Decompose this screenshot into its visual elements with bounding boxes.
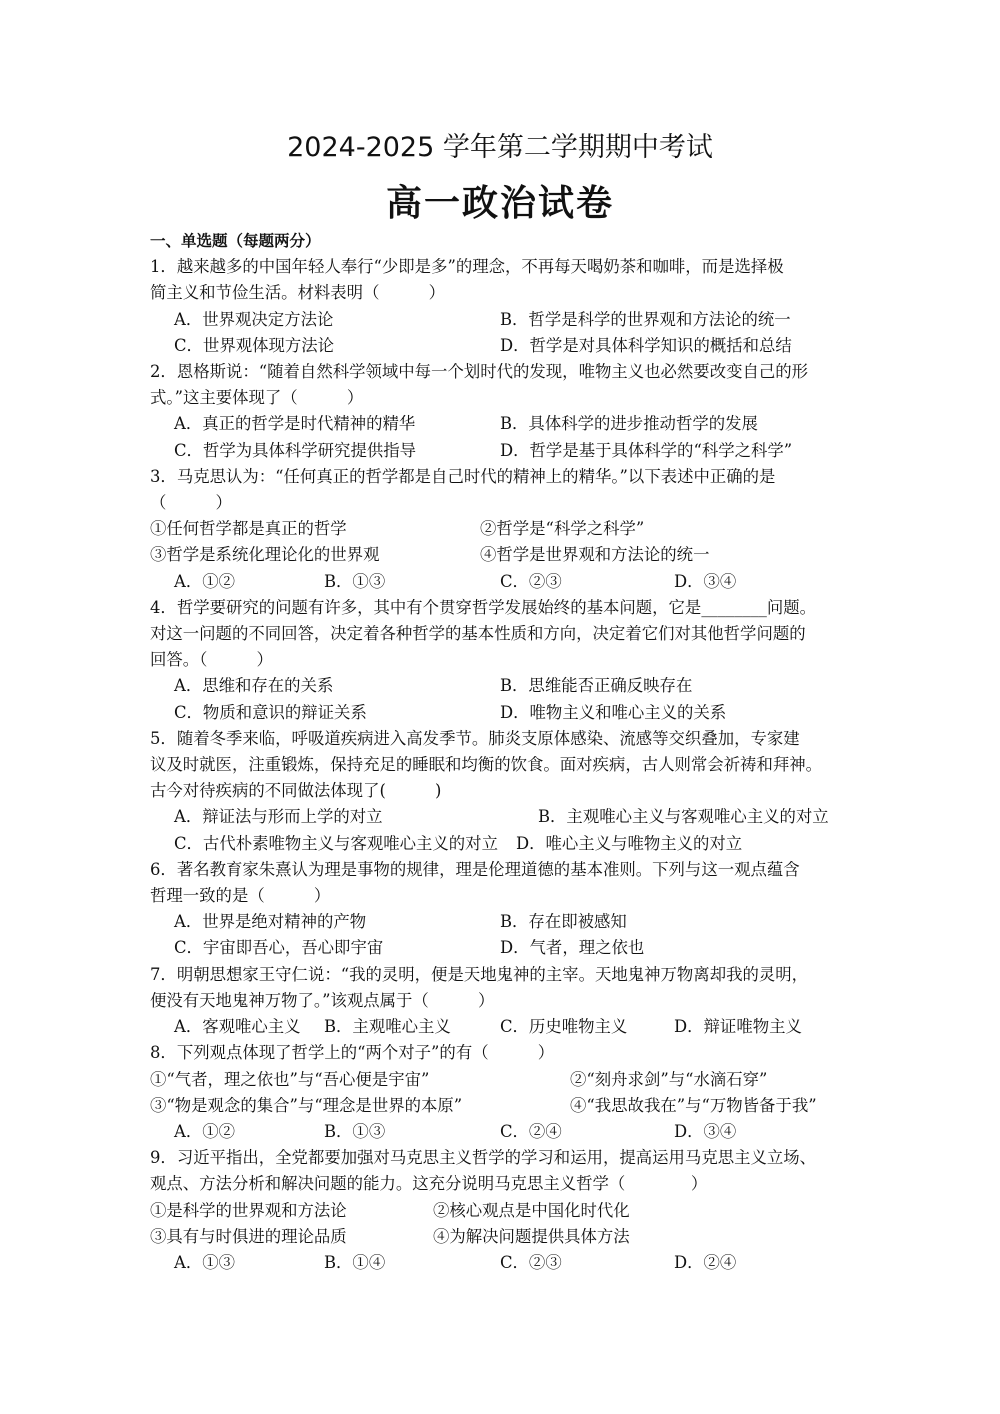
question-stem-line: 1．越来越多的中国年轻人奉行“少即是多”的理念，不再每天喝奶茶和咖啡，而是选择极: [150, 257, 784, 277]
question-stem-line: 5．随着冬季来临，呼吸道疾病进入高发季节。肺炎支原体感染、流感等交织叠加，专家建: [150, 728, 800, 748]
option-c: C．②④: [500, 1121, 562, 1141]
question-stem-line: 古今对待疾病的不同做法体现了( ): [150, 781, 442, 801]
option-row: [150, 804, 870, 830]
option-b: B．思维能否正确反映存在: [500, 676, 693, 696]
option-row: [150, 700, 870, 726]
option-a: A．客观唯心主义: [174, 1017, 301, 1037]
statement-1: ①“气者，理之依也”与“吾心便是宇宙”: [150, 1069, 430, 1089]
question-1: [150, 254, 870, 359]
question-2: [150, 359, 870, 464]
option-row: [150, 333, 870, 359]
question-stem-line: 简主义和节俭生活。材料表明（ ）: [150, 283, 446, 303]
option-a: A．世界是绝对精神的产物: [174, 912, 367, 932]
question-7: [150, 962, 870, 1041]
statement-3: ③具有与时俱进的理论品质: [150, 1226, 347, 1246]
option-b: B．主观唯心主义: [324, 1017, 451, 1037]
option-c: C．古代朴素唯物主义与客观唯心主义的对立: [174, 833, 498, 853]
option-a: A．①③: [174, 1252, 236, 1272]
question-4: [150, 595, 870, 726]
exam-subtitle: 高一政治试卷: [385, 183, 614, 224]
option-b: B．①④: [324, 1252, 386, 1272]
option-c: C．物质和意识的辩证关系: [174, 702, 367, 722]
question-8: [150, 1040, 870, 1145]
question-stem-line: 4．哲学要研究的问题有许多，其中有个贯穿哲学发展始终的基本问题，它是________问题。: [150, 597, 817, 617]
statement-1: ①是科学的世界观和方法论: [150, 1200, 347, 1220]
question-stem-line: 回答。（ ）: [150, 650, 273, 670]
option-d: D．③④: [674, 1121, 737, 1141]
statement-row: [150, 516, 870, 542]
statement-row: [150, 542, 870, 568]
option-c: C．世界观体现方法论: [174, 335, 335, 355]
option-row: [150, 438, 870, 464]
option-row: [150, 831, 870, 857]
option-row: [150, 673, 870, 699]
option-d: D．气者，理之依也: [500, 938, 645, 958]
statement-1: ①任何哲学都是真正的哲学: [150, 519, 347, 539]
option-row: [150, 1250, 870, 1276]
option-a: A．思维和存在的关系: [174, 676, 334, 696]
question-6: [150, 857, 870, 962]
question-stem-line: 哲理一致的是（ ）: [150, 886, 331, 906]
statement-4: ④为解决问题提供具体方法: [433, 1226, 630, 1246]
exam-content: [150, 228, 870, 1276]
option-row: [150, 935, 870, 961]
option-c: C．②③: [500, 571, 562, 591]
statement-row: [150, 1224, 870, 1250]
question-stem-line: 3．马克思认为：“任何真正的哲学都是自己时代的精神上的精华。”以下表述中正确的是: [150, 466, 776, 486]
question-stem-line: 7．明朝思想家王守仁说：“我的灵明，便是天地鬼神的主宰。天地鬼神万物离却我的灵明，: [150, 964, 809, 984]
option-b: B．哲学是科学的世界观和方法论的统一: [500, 309, 791, 329]
option-c: C．历史唯物主义: [500, 1017, 628, 1037]
option-d: D．③④: [674, 571, 737, 591]
option-c: C．②③: [500, 1252, 562, 1272]
section-heading: 一、单选题（每题两分）: [150, 232, 321, 250]
option-b: B．存在即被感知: [500, 912, 627, 932]
option-d: D．辩证唯物主义: [674, 1017, 802, 1037]
option-b: B．①③: [324, 571, 386, 591]
question-stem-line: 便没有天地鬼神万物了。”该观点属于（ ）: [150, 990, 495, 1010]
question-stem-line: 9．习近平指出，全党都要加强对马克思主义哲学的学习和运用，提高运用马克思主义立场、: [150, 1148, 817, 1168]
option-d: D．哲学是基于具体科学的“科学之科学”: [500, 440, 793, 460]
option-c: C．哲学为具体科学研究提供指导: [174, 440, 417, 460]
option-a: A．世界观决定方法论: [174, 309, 334, 329]
option-a: A．辩证法与形而上学的对立: [174, 807, 383, 827]
option-row: [150, 1119, 870, 1145]
statement-3: ③哲学是系统化理论化的世界观: [150, 545, 380, 565]
statement-2: ②“刻舟求剑”与“水滴石穿”: [570, 1069, 768, 1089]
option-c: C．宇宙即吾心，吾心即宇宙: [174, 938, 384, 958]
statement-4: ④“我思故我在”与“万物皆备于我”: [570, 1095, 817, 1115]
option-row: [150, 1014, 870, 1040]
question-5: [150, 726, 870, 857]
option-d: D．唯物主义和唯心主义的关系: [500, 702, 727, 722]
statement-row: [150, 1067, 870, 1093]
question-stem-line: 对这一问题的不同回答，决定着各种哲学的基本性质和方向，决定着它们对其他哲学问题的: [150, 624, 806, 644]
option-row: [150, 909, 870, 935]
question-9: [150, 1145, 870, 1276]
option-b: B．具体科学的进步推动哲学的发展: [500, 414, 758, 434]
option-b: B．主观唯心主义与客观唯心主义的对立: [538, 807, 829, 827]
question-stem-line: 议及时就医，注重锻炼，保持充足的睡眠和均衡的饮食。面对疾病，古人则常会祈祷和拜神。: [150, 755, 823, 775]
question-stem-line: 2．恩格斯说：“随着自然科学领域中每一个划时代的发现，唯物主义也必然要改变自己的形: [150, 362, 809, 382]
option-row: [150, 411, 870, 437]
option-b: B．①③: [324, 1121, 386, 1141]
statement-4: ④哲学是世界观和方法论的统一: [480, 545, 710, 565]
option-d: D．②④: [674, 1252, 737, 1272]
exam-title: 2024-2025 学年第二学期期中考试: [287, 132, 713, 163]
option-d: D．唯心主义与唯物主义的对立: [515, 833, 743, 853]
statement-3: ③“物是观念的集合”与“理念是世界的本原”: [150, 1095, 463, 1115]
option-a: A．①②: [174, 1121, 236, 1141]
question-stem-line: 观点、方法分析和解决问题的能力。这充分说明马克思主义哲学（ ）: [150, 1174, 708, 1194]
question-stem-line: 6．著名教育家朱熹认为理是事物的规律，理是伦理道德的基本准则。下列与这一观点蕴含: [150, 859, 800, 879]
question-3: [150, 464, 870, 595]
statement-2: ②核心观点是中国化时代化: [433, 1200, 630, 1220]
option-a: A．真正的哲学是时代精神的精华: [174, 414, 416, 434]
option-row: [150, 569, 870, 595]
statement-row: [150, 1198, 870, 1224]
statement-row: [150, 1093, 870, 1119]
option-d: D．哲学是对具体科学知识的概括和总结: [500, 335, 792, 355]
option-a: A．①②: [174, 571, 236, 591]
question-stem-line: （ ）: [150, 493, 232, 513]
question-stem-line: 式。”这主要体现了（ ）: [150, 388, 364, 408]
statement-2: ②哲学是“科学之科学”: [480, 519, 645, 539]
option-row: [150, 307, 870, 333]
question-stem-line: 8．下列观点体现了哲学上的“两个对子”的有（ ）: [150, 1043, 555, 1063]
